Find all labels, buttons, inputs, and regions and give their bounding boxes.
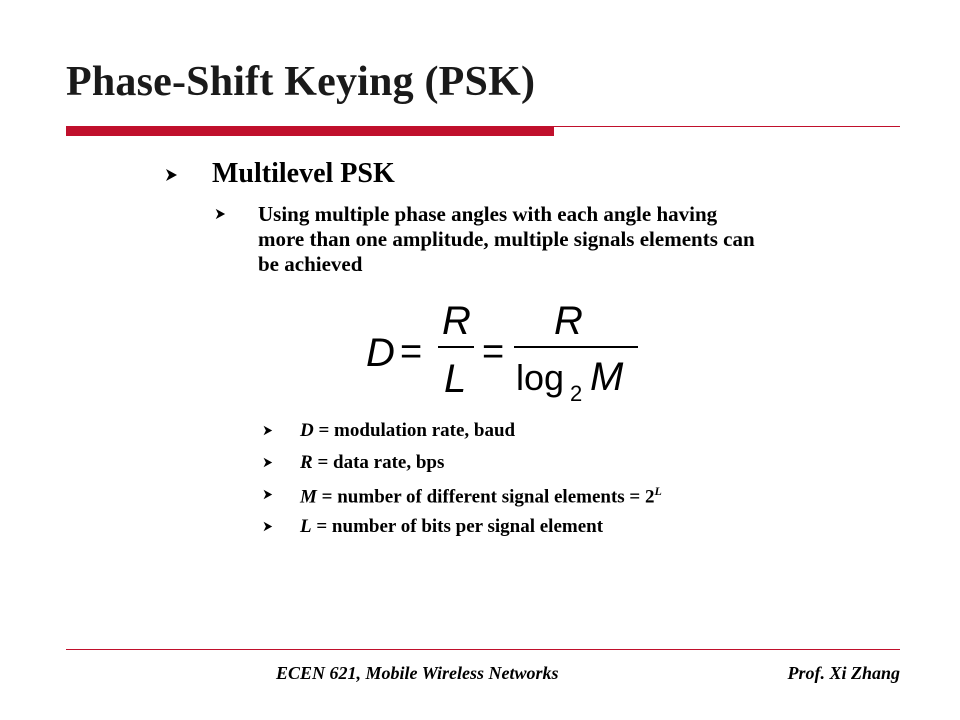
definition-text: = number of different signal elements = 2 [316, 486, 655, 508]
definition-variable: M [300, 486, 317, 508]
definition-text: = data rate, bps [312, 452, 445, 473]
bullet-arrow-icon [262, 489, 273, 500]
footer-rule [66, 649, 900, 650]
formula-equals: = [482, 331, 505, 373]
description-line: be achieved [258, 252, 363, 276]
slide-title: Phase-Shift Keying (PSK) [66, 59, 536, 105]
formula-log-base: 2 [570, 381, 583, 406]
title-rule-thick [66, 126, 554, 136]
formula-denominator-l: L [444, 357, 467, 401]
definition-text: = modulation rate, baud [313, 420, 516, 441]
formula-denominator-m: M [590, 355, 624, 399]
bullet-description [258, 202, 898, 277]
definition-d [300, 420, 515, 442]
formula-lhs: D [366, 331, 395, 375]
footer-author: Prof. Xi Zhang [787, 663, 900, 683]
bullet-arrow-icon [262, 425, 273, 436]
definition-r [300, 452, 444, 474]
definition-exponent: L [654, 484, 662, 498]
fraction-bar [514, 346, 638, 348]
title-rule-thin [554, 126, 900, 127]
formula-numerator-r: R [442, 300, 471, 343]
definition-variable: D [300, 420, 314, 441]
description-line: more than one amplitude, multiple signals elements can [258, 227, 755, 251]
definition-l [300, 516, 603, 538]
formula-equals: = [400, 331, 423, 373]
definition-m [300, 484, 662, 508]
formula-numerator-r: R [554, 300, 583, 343]
bullet-multilevel-psk: Multilevel PSK [212, 158, 395, 189]
bullet-arrow-icon [164, 168, 178, 182]
modulation-rate-formula [362, 300, 652, 410]
definition-variable: L [300, 516, 312, 537]
fraction-bar [438, 346, 474, 348]
bullet-arrow-icon [262, 457, 273, 468]
footer-course: ECEN 621, Mobile Wireless Networks [276, 663, 559, 683]
definition-variable: R [300, 452, 313, 473]
bullet-arrow-icon [214, 208, 226, 220]
formula-log: log [516, 357, 565, 398]
bullet-arrow-icon [262, 521, 273, 532]
description-line: Using multiple phase angles with each angle having [258, 202, 718, 226]
definition-text: = number of bits per signal element [311, 516, 604, 537]
